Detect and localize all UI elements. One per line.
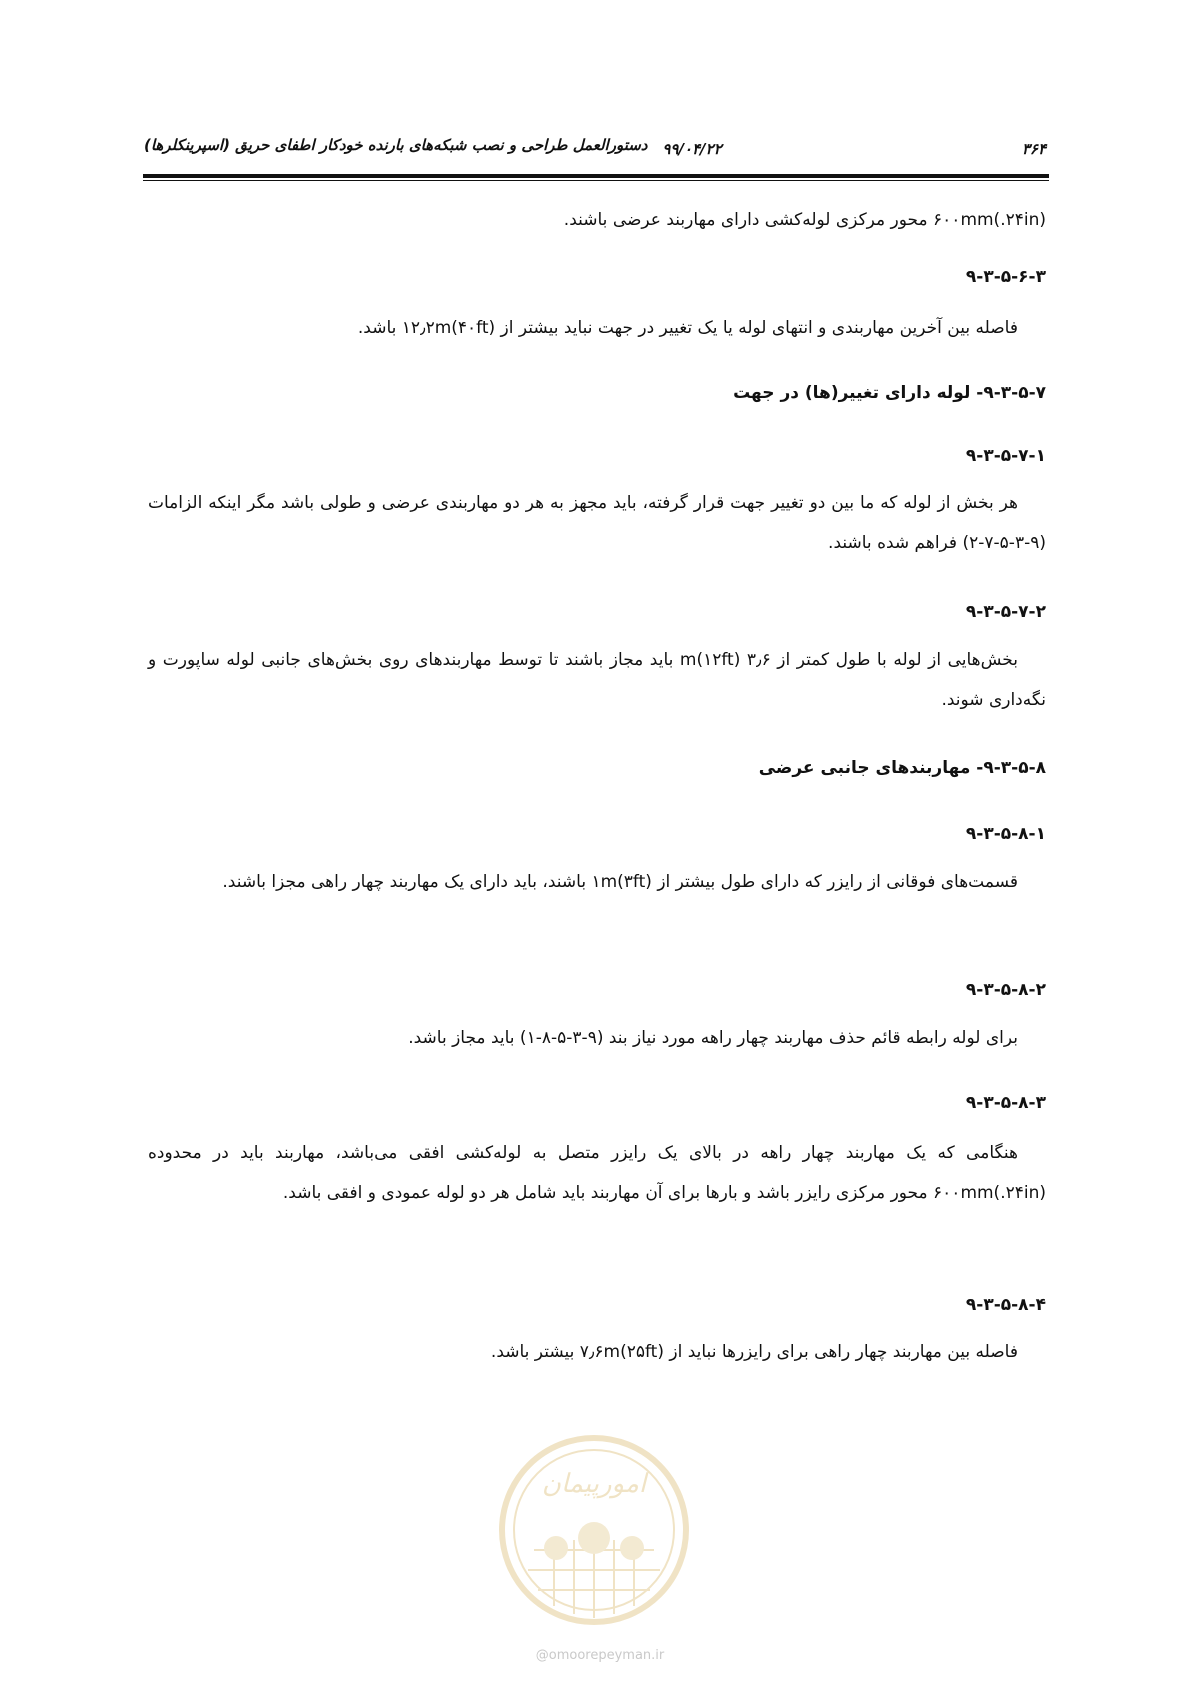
section-heading: ۹-۳-۵-۷-۲	[965, 602, 1046, 622]
paragraph: فاصله بین آخرین مهاربندی و انتهای لوله یا یک تغییر در جهت نباید بیشتر از ۱۲٫۲m(۴۰ft) باشد.	[357, 318, 1018, 338]
paragraph: بخش‌هایی از لوله با طول کمتر از ۳٫۶ m(۱۲ft) باید مجاز باشند تا توسط مهاربندهای روی بخش‌های جانبی لوله ساپورت و نگه‌داری شوند.	[148, 650, 1046, 710]
section-heading: ۹-۳-۵-۸- مهاربندهای جانبی عرضی	[758, 758, 1046, 778]
running-header	[144, 128, 1048, 162]
header-rule-thin	[143, 180, 1049, 181]
watermark-url	[510, 1648, 690, 1663]
paragraph: ۶۰۰mm(.۲۴in) محور مرکزی لوله‌کشی دارای مهاربند عرضی باشند.	[563, 210, 1046, 230]
watermark-url-text: omoorepeyman.ir	[548, 1648, 665, 1663]
header-rule-thick	[143, 174, 1049, 178]
section-heading: ۹-۳-۵-۸-۴	[965, 1295, 1046, 1315]
section-heading: ۹-۳-۵-۸-۱	[965, 824, 1046, 844]
section-heading: ۹-۳-۵-۷- لوله دارای تغییر(ها) در جهت	[733, 383, 1046, 403]
header-date: ۹۹/۰۴/۲۲	[662, 140, 722, 158]
section-heading: ۹-۳-۵-۷-۱	[965, 446, 1046, 466]
paragraph: هر بخش از لوله که ما بین دو تغییر جهت قرار گرفته، باید مجهز به هر دو مهاربندی عرضی و طولی باشد مگر اینکه الزامات (۹-۳-۵-۷-۲) فراهم شده باشند.	[148, 493, 1046, 553]
paragraph: قسمت‌های فوقانی از رایزر که دارای طول بیشتر از ۱m(۳ft) باشند، باید دارای یک مهاربند چهار راهی مجزا باشند.	[222, 872, 1018, 892]
header-title: دستورالعمل طراحی و نصب شبکه‌های بارنده خودکار اطفای حریق (اسپرینکلرها)	[144, 136, 648, 154]
paragraph: هنگامی که یک مهاربند چهار راهه در بالای یک رایزر متصل به لوله‌کشی افقی می‌باشد، مهاربند باید در محدوده ۶۰۰mm(.۲۴in) محور مرکزی رایزر باشد و بارها برای آن مهاربند باید شامل هر دو لوله عمودی و افقی باشد.	[148, 1143, 1046, 1203]
section-heading: ۹-۳-۵-۸-۲	[965, 980, 1046, 1000]
seal-logo-icon	[494, 1430, 694, 1630]
paragraph: برای لوله رابطه قائم حذف مهاربند چهار راهه مورد نیاز بند (۹-۳-۵-۸-۱) باید مجاز باشد.	[408, 1028, 1018, 1048]
paragraph: فاصله بین مهاربند چهار راهی برای رایزرها نباید از ۷٫۶m(۲۵ft) بیشتر باشد.	[490, 1342, 1018, 1362]
section-heading: ۹-۳-۵-۸-۳	[965, 1093, 1046, 1113]
seal-logo-text: امورپیمان	[541, 1469, 647, 1499]
page-number: ۳۶۴	[1021, 140, 1046, 158]
section-heading: ۹-۳-۵-۶-۳	[965, 267, 1046, 287]
at-icon: @	[535, 1648, 549, 1663]
